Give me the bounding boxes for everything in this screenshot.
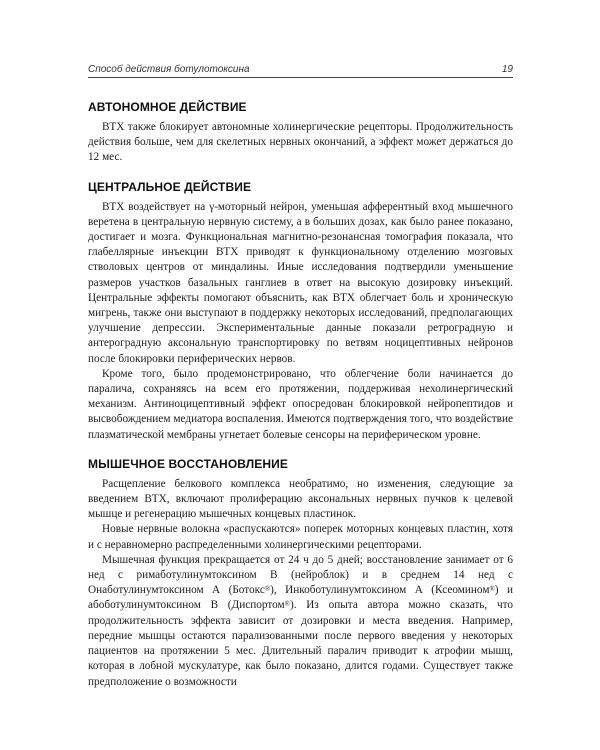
heading-central-action: ЦЕНТРАЛЬНОЕ ДЕЙСТВИЕ: [88, 179, 252, 194]
section-autonomic-action: [88, 120, 513, 166]
paragraph: Мышечная функция прекращается от 24 ч до 5 дней; восстановление занимает от 6 нед с римаботулинумтоксином В (нейроблок) и в среднем 14 нед с Онаботулинумтоксином А (Ботокс®), Инкоботулинумтоксином А (Ксеомином®) и абоботулинумтоксином В (Диспортом®). Из опыта автора можно сказать, что продолжительность эффекта зависит от дозировки и места введения. Например, передние мышцы остаются парализованными после первого введения у некоторых пациентов на протяжении 5 мес. Длительный паралич приводит к атрофии мышц, которая в лобной мускулатуре, как было показано, длится годами. Существует также предположение о возможности: [88, 553, 513, 688]
paragraph: Новые нервные волокна «распускаются» поперек моторных концевых пластин, хотя и с неравномерно распределенными холинергическими рецепторами.: [88, 523, 513, 551]
section-muscle-recovery: [88, 477, 513, 690]
running-header: [88, 64, 513, 78]
section-central-action: [88, 200, 513, 443]
running-title: Способ действия ботулотоксина: [88, 64, 250, 75]
page-number: 19: [501, 64, 513, 75]
heading-muscle-recovery: МЫШЕЧНОЕ ВОССТАНОВЛЕНИЕ: [88, 456, 288, 471]
paragraph: ВТХ воздействует на γ-моторный нейрон, уменьшая афферентный вход мышечного веретена в центральную нервную систему, а в больших дозах, как было ранее показано, достигает и мозга. Функциональная магнитно-резонансная томография показала, что глабеллярные инъекции ВТХ приводят к функциональному отделению мозговых стволовых центров от миндалины. Иные исследования подтвердили уменьшение размеров участков базальных ганглиев в ответ на высокую дозировку инъекций. Центральные эффекты помогают объяснить, как ВТХ облегчает боль и хроническую мигрень, также они выступают в поддержку некоторых исследований, предполагающих улучшение депрессии. Экспериментальные данные показали ретроградную и антероградную аксональную транспортировку по ветвям ноцицептивных нейронов после блокировки периферических нервов.: [88, 200, 513, 365]
paragraph: Расщепление белкового комплекса необратимо, но изменения, следующие за введением ВТХ, включают пролиферацию аксональных нервных пучков к целевой мышце и регенерацию мышечных концевых пластинок.: [88, 477, 513, 521]
paragraph: ВТХ также блокирует автономные холинергические рецепторы. Продолжительность действия больше, чем для скелетных нервных окончаний, а эффект может держаться до 12 мес.: [88, 121, 513, 164]
paragraph: Кроме того, было продемонстрировано, что облегчение боли начинается до паралича, сохраняясь на всем его протяжении, поддерживая нехолинергический механизм. Антиноцицептивный эффект опосредован блокировкой нейропептидов и высвобождением медиатора воспаления. Имеются подтверждения того, что воздействие плазматической мембраны угнетает болевые сенсоры на периферическом уровне.: [88, 367, 513, 441]
heading-autonomic-action: АВТОНОМНОЕ ДЕЙСТВИЕ: [88, 100, 247, 114]
book-page: [88, 64, 513, 690]
